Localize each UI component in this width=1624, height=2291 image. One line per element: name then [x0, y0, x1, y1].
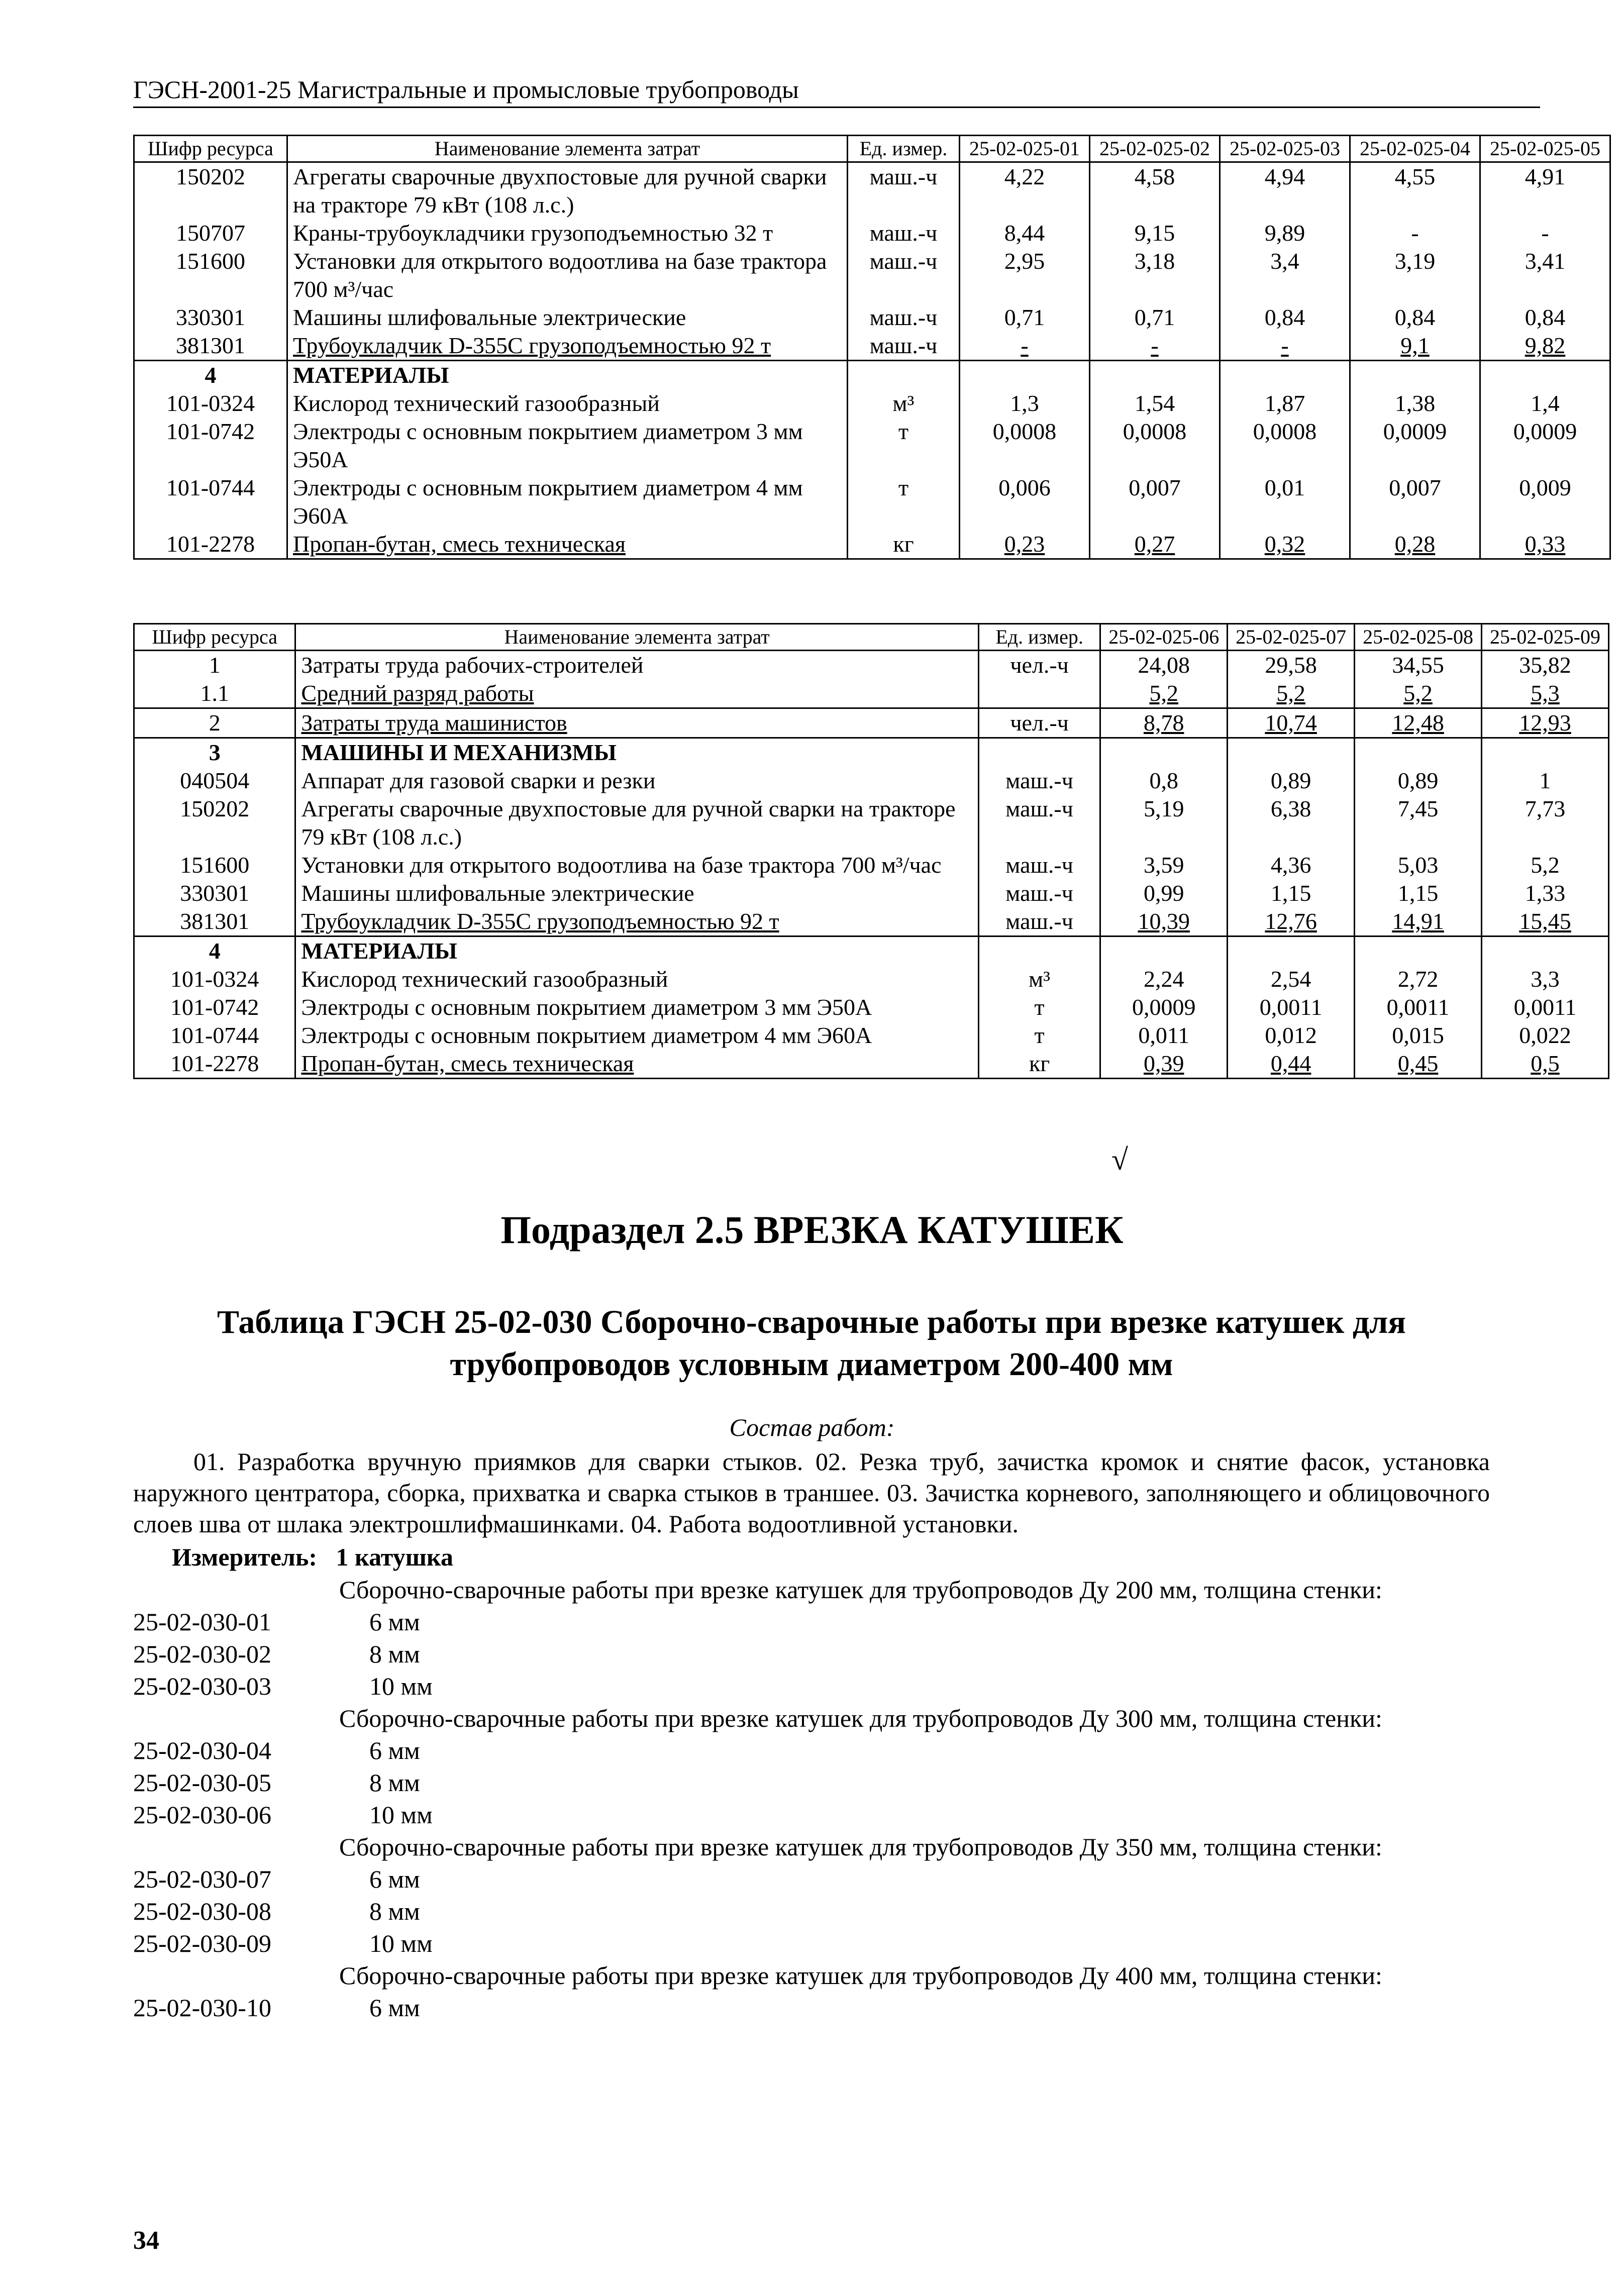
resource-code: 2 — [134, 708, 295, 738]
column-header: 25-02-025-07 — [1228, 624, 1355, 651]
column-header: 25-02-025-04 — [1350, 136, 1480, 162]
code-row — [133, 1670, 1490, 1702]
cost-element-name: Трубоукладчик D-355C грузоподъемностью 92 т — [295, 907, 978, 936]
unit: маш.-ч — [848, 219, 960, 247]
value-cell — [960, 361, 1090, 390]
value-cell: 3,41 — [1480, 247, 1610, 303]
value-cell: 0,009 — [1480, 474, 1610, 530]
resource-code: 150202 — [134, 795, 295, 851]
unit: кг — [978, 1050, 1100, 1079]
column-header: Ед. измер. — [848, 136, 960, 162]
value-cell: 0,71 — [1090, 303, 1220, 332]
table-row — [134, 389, 1610, 418]
wall-thickness: 8 мм — [369, 1640, 420, 1668]
wall-thickness: 6 мм — [369, 1608, 420, 1636]
cost-element-name: Кислород технический газообразный — [295, 965, 978, 993]
value-cell: 0,01 — [1220, 474, 1350, 530]
resource-code: 150202 — [134, 162, 287, 220]
value-cell — [1480, 361, 1610, 390]
table-row — [134, 851, 1609, 879]
resource-code: 101-2278 — [134, 1050, 295, 1079]
value-cell: 0,32 — [1220, 530, 1350, 559]
column-header: Наименование элемента затрат — [287, 136, 848, 162]
value-cell: - — [1220, 332, 1350, 361]
value-cell: 0,007 — [1090, 474, 1220, 530]
value-cell: 2,95 — [960, 247, 1090, 303]
resource-code: 101-0744 — [134, 1021, 295, 1050]
value-cell: 4,36 — [1228, 851, 1355, 879]
resource-code: 101-0742 — [134, 993, 295, 1021]
value-cell — [1355, 738, 1482, 767]
cost-element-name: Установки для открытого водоотлива на базе трактора 700 м³/час — [295, 851, 978, 879]
group-description: Сборочно-сварочные работы при врезке катушек для трубопроводов Ду 350 мм, толщина стенки: — [339, 1833, 1382, 1861]
unit — [978, 936, 1100, 966]
value-cell: 1,15 — [1355, 879, 1482, 907]
value-cell: 12,48 — [1355, 708, 1482, 738]
table-row — [134, 965, 1609, 993]
value-cell: 1,54 — [1090, 389, 1220, 418]
code-row — [133, 1992, 1490, 2024]
value-cell: 0,23 — [960, 530, 1090, 559]
table-row — [134, 361, 1610, 390]
unit: т — [978, 993, 1100, 1021]
value-cell: 2,24 — [1100, 965, 1228, 993]
work-codes-list — [133, 1574, 1490, 2024]
value-cell: 5,2 — [1100, 679, 1228, 708]
unit: маш.-ч — [848, 303, 960, 332]
value-cell: 2,72 — [1355, 965, 1482, 993]
cost-element-name: Электроды с основным покрытием диаметром 3 мм Э50А — [295, 993, 978, 1021]
unit: маш.-ч — [978, 851, 1100, 879]
unit: т — [848, 418, 960, 474]
table-row — [134, 530, 1610, 559]
table-row — [134, 907, 1609, 936]
value-cell: - — [1350, 219, 1480, 247]
table-row — [134, 708, 1609, 738]
value-cell: 10,39 — [1100, 907, 1228, 936]
value-cell: 4,55 — [1350, 162, 1480, 220]
unit: чел.-ч — [978, 708, 1100, 738]
value-cell: 24,08 — [1100, 651, 1228, 680]
table-row — [134, 219, 1610, 247]
wall-thickness: 8 мм — [369, 1897, 420, 1925]
table-row — [134, 162, 1610, 220]
value-cell: 0,8 — [1100, 767, 1228, 795]
unit: маш.-ч — [848, 332, 960, 361]
code-row — [133, 1799, 1490, 1831]
wall-thickness: 6 мм — [369, 1994, 420, 2022]
resource-code: 4 — [134, 936, 295, 966]
cost-element-name: Краны-трубоукладчики грузоподъемностью 32 т — [287, 219, 848, 247]
column-header: 25-02-025-02 — [1090, 136, 1220, 162]
value-cell: 0,011 — [1100, 1021, 1228, 1050]
column-header: Наименование элемента затрат — [295, 624, 978, 651]
value-cell: 0,012 — [1228, 1021, 1355, 1050]
resource-code: 101-0324 — [134, 965, 295, 993]
value-cell: 9,15 — [1090, 219, 1220, 247]
check-mark: √ — [1111, 1143, 1128, 1176]
value-cell: 0,71 — [960, 303, 1090, 332]
column-header: Ед. измер. — [978, 624, 1100, 651]
wall-thickness: 10 мм — [369, 1672, 433, 1700]
table-row — [134, 679, 1609, 708]
cost-element-name: Пропан-бутан, смесь техническая — [287, 530, 848, 559]
cost-element-name: Средний разряд работы — [295, 679, 978, 708]
value-cell: 0,0011 — [1482, 993, 1609, 1021]
cost-element-name: Аппарат для газовой сварки и резки — [295, 767, 978, 795]
value-cell: 0,0008 — [960, 418, 1090, 474]
value-cell: 3,59 — [1100, 851, 1228, 879]
table-body — [134, 651, 1609, 1079]
value-cell — [1228, 738, 1355, 767]
table-row — [134, 332, 1610, 361]
table-row — [134, 767, 1609, 795]
wall-thickness: 6 мм — [369, 1865, 420, 1893]
value-cell: 0,022 — [1482, 1021, 1609, 1050]
value-cell — [1355, 936, 1482, 966]
cost-element-name: Пропан-бутан, смесь техническая — [295, 1050, 978, 1079]
unit: маш.-ч — [978, 879, 1100, 907]
unit — [978, 679, 1100, 708]
value-cell: 15,45 — [1482, 907, 1609, 936]
value-cell: 5,2 — [1228, 679, 1355, 708]
wall-thickness: 10 мм — [369, 1929, 433, 1957]
composition-text: 01. Разработка вручную приямков для сварки стыков. 02. Резка труб, зачистка кромок и снятие фасок, установка наружного центратора, сборка, прихватка и сварка стыков в траншее. 03. Зачистка корневого, заполняющего и облицовочного слоев шва от шлака электрошлифмашинками. 04. Работа водоотливной установки. — [133, 1447, 1490, 1538]
value-cell — [1100, 738, 1228, 767]
value-cell: 7,45 — [1355, 795, 1482, 851]
code-row — [133, 1895, 1490, 1927]
value-cell: 0,89 — [1228, 767, 1355, 795]
value-cell: 4,94 — [1220, 162, 1350, 220]
resource-code: 101-0744 — [134, 474, 287, 530]
value-cell — [1090, 361, 1220, 390]
value-cell: 7,73 — [1482, 795, 1609, 851]
value-cell: 8,78 — [1100, 708, 1228, 738]
column-header: 25-02-025-06 — [1100, 624, 1228, 651]
table-row — [134, 936, 1609, 966]
cost-element-name: Электроды с основным покрытием диаметром 4 мм Э60А — [295, 1021, 978, 1050]
cost-element-name: Машины шлифовальные электрические — [287, 303, 848, 332]
value-cell: 29,58 — [1228, 651, 1355, 680]
table-row — [134, 651, 1609, 680]
work-code: 25-02-030-05 — [133, 1768, 271, 1797]
value-cell: 2,54 — [1228, 965, 1355, 993]
value-cell: 4,22 — [960, 162, 1090, 220]
wall-thickness: 10 мм — [369, 1801, 433, 1829]
unit: маш.-ч — [978, 795, 1100, 851]
value-cell — [1220, 361, 1350, 390]
value-cell: 0,89 — [1355, 767, 1482, 795]
value-cell: 3,4 — [1220, 247, 1350, 303]
table-row — [134, 879, 1609, 907]
value-cell: 1 — [1482, 767, 1609, 795]
value-cell: 9,89 — [1220, 219, 1350, 247]
value-cell: 10,74 — [1228, 708, 1355, 738]
column-header: 25-02-025-01 — [960, 136, 1090, 162]
value-cell: 9,82 — [1480, 332, 1610, 361]
resource-code: 4 — [134, 361, 287, 390]
unit: м³ — [978, 965, 1100, 993]
table-row — [134, 795, 1609, 851]
value-cell: 5,2 — [1355, 679, 1482, 708]
cost-element-name: Машины шлифовальные электрические — [295, 879, 978, 907]
value-cell: 3,19 — [1350, 247, 1480, 303]
unit: т — [848, 474, 960, 530]
work-code: 25-02-030-03 — [133, 1672, 271, 1700]
column-header: 25-02-025-08 — [1355, 624, 1482, 651]
resource-code: 381301 — [134, 907, 295, 936]
value-cell: 5,2 — [1482, 851, 1609, 879]
cost-element-name: Агрегаты сварочные двухпостовые для ручной сварки на тракторе 79 кВт (108 л.с.) — [295, 795, 978, 851]
group-description: Сборочно-сварочные работы при врезке катушек для трубопроводов Ду 300 мм, толщина стенки: — [339, 1704, 1382, 1732]
resource-code: 3 — [134, 738, 295, 767]
table-body — [134, 162, 1610, 559]
unit: чел.-ч — [978, 651, 1100, 680]
unit: м³ — [848, 389, 960, 418]
resource-code: 330301 — [134, 879, 295, 907]
work-code: 25-02-030-07 — [133, 1865, 271, 1893]
table-title: Таблица ГЭСН 25-02-030 Сборочно-сварочные работы при врезке катушек для трубопроводов условным диаметром 200-400 мм — [217, 1304, 1406, 1383]
resource-code: 151600 — [134, 247, 287, 303]
cost-element-name: Затраты труда машинистов — [295, 708, 978, 738]
value-cell: 12,93 — [1482, 708, 1609, 738]
value-cell: 0,007 — [1350, 474, 1480, 530]
value-cell: 0,99 — [1100, 879, 1228, 907]
code-row — [133, 1638, 1490, 1670]
value-cell: 6,38 — [1228, 795, 1355, 851]
value-cell — [1350, 361, 1480, 390]
value-cell: 1,4 — [1480, 389, 1610, 418]
value-cell: 3,18 — [1090, 247, 1220, 303]
code-row — [133, 1863, 1490, 1895]
unit: маш.-ч — [978, 907, 1100, 936]
value-cell: 0,84 — [1480, 303, 1610, 332]
value-cell: 0,84 — [1220, 303, 1350, 332]
code-row — [133, 1766, 1490, 1799]
unit — [848, 361, 960, 390]
resource-code: 101-0324 — [134, 389, 287, 418]
value-cell: 0,0008 — [1090, 418, 1220, 474]
code-row — [133, 1734, 1490, 1766]
table-row — [134, 303, 1610, 332]
resource-code: 330301 — [134, 303, 287, 332]
value-cell: 4,58 — [1090, 162, 1220, 220]
resource-code: 381301 — [134, 332, 287, 361]
value-cell: - — [960, 332, 1090, 361]
unit: кг — [848, 530, 960, 559]
column-header: Шифр ресурса — [134, 136, 287, 162]
value-cell: 0,5 — [1482, 1050, 1609, 1079]
unit: т — [978, 1021, 1100, 1050]
column-header: 25-02-025-05 — [1480, 136, 1610, 162]
value-cell: 1,33 — [1482, 879, 1609, 907]
value-cell: 0,0011 — [1355, 993, 1482, 1021]
table-row — [134, 474, 1610, 530]
value-cell: 0,44 — [1228, 1050, 1355, 1079]
unit: маш.-ч — [848, 162, 960, 220]
table-row — [134, 1021, 1609, 1050]
value-cell: 5,19 — [1100, 795, 1228, 851]
table-row — [134, 247, 1610, 303]
table-header-row — [134, 136, 1610, 162]
value-cell: 34,55 — [1355, 651, 1482, 680]
code-row — [133, 1606, 1490, 1638]
cost-element-name: Кислород технический газообразный — [287, 389, 848, 418]
value-cell: - — [1090, 332, 1220, 361]
running-header: ГЭСН-2001-25 Магистральные и промысловые трубопроводы — [133, 74, 1540, 108]
table-row — [134, 418, 1610, 474]
value-cell: 3,3 — [1482, 965, 1609, 993]
value-cell: 0,0009 — [1350, 418, 1480, 474]
value-cell: 12,76 — [1228, 907, 1355, 936]
value-cell: 35,82 — [1482, 651, 1609, 680]
value-cell: 0,45 — [1355, 1050, 1482, 1079]
value-cell: 5,3 — [1482, 679, 1609, 708]
column-header: Шифр ресурса — [134, 624, 295, 651]
resource-code: 151600 — [134, 851, 295, 879]
code-row — [133, 1927, 1490, 1959]
cost-element-name: Установки для открытого водоотлива на базе трактора 700 м³/час — [287, 247, 848, 303]
resource-table-1 — [133, 135, 1611, 560]
unit — [978, 738, 1100, 767]
value-cell: 0,0009 — [1480, 418, 1610, 474]
value-cell: - — [1480, 219, 1610, 247]
cost-element-name: МАТЕРИАЛЫ — [287, 361, 848, 390]
value-cell: 0,006 — [960, 474, 1090, 530]
work-code: 25-02-030-08 — [133, 1897, 271, 1925]
work-code: 25-02-030-06 — [133, 1801, 271, 1829]
value-cell: 1,3 — [960, 389, 1090, 418]
value-cell: 0,84 — [1350, 303, 1480, 332]
value-cell: 0,28 — [1350, 530, 1480, 559]
value-cell: 14,91 — [1355, 907, 1482, 936]
unit: маш.-ч — [978, 767, 1100, 795]
value-cell: 0,0008 — [1220, 418, 1350, 474]
cost-element-name: МАШИНЫ И МЕХАНИЗМЫ — [295, 738, 978, 767]
value-cell: 0,015 — [1355, 1021, 1482, 1050]
value-cell: 4,91 — [1480, 162, 1610, 220]
value-cell: 0,27 — [1090, 530, 1220, 559]
value-cell: 0,0011 — [1228, 993, 1355, 1021]
table-row — [134, 738, 1609, 767]
resource-code: 040504 — [134, 767, 295, 795]
work-code: 25-02-030-02 — [133, 1640, 271, 1668]
resource-code: 101-2278 — [134, 530, 287, 559]
work-code: 25-02-030-01 — [133, 1608, 271, 1636]
group-description: Сборочно-сварочные работы при врезке катушек для трубопроводов Ду 400 мм, толщина стенки: — [339, 1961, 1382, 1990]
value-cell — [1228, 936, 1355, 966]
value-cell: 0,39 — [1100, 1050, 1228, 1079]
table-row — [134, 993, 1609, 1021]
cost-element-name: Электроды с основным покрытием диаметром 4 мм Э60А — [287, 474, 848, 530]
cost-element-name: МАТЕРИАЛЫ — [295, 936, 978, 966]
measure-unit: Измеритель: 1 катушка — [172, 1543, 453, 1571]
value-cell: 5,03 — [1355, 851, 1482, 879]
wall-thickness: 8 мм — [369, 1768, 420, 1797]
group-description: Сборочно-сварочные работы при врезке катушек для трубопроводов Ду 200 мм, толщина стенки: — [339, 1576, 1382, 1604]
value-cell: 1,15 — [1228, 879, 1355, 907]
value-cell: 8,44 — [960, 219, 1090, 247]
value-cell — [1482, 738, 1609, 767]
resource-code: 1 — [134, 651, 295, 680]
table-header-row — [134, 624, 1609, 651]
cost-element-name: Агрегаты сварочные двухпостовые для ручной сварки на тракторе 79 кВт (108 л.с.) — [287, 162, 848, 220]
resource-table-2 — [133, 623, 1609, 1079]
cost-element-name: Трубоукладчик D-355C грузоподъемностью 92 т — [287, 332, 848, 361]
value-cell: 1,38 — [1350, 389, 1480, 418]
table-row — [134, 1050, 1609, 1079]
subsection-title: Подраздел 2.5 ВРЕЗКА КАТУШЕК — [500, 1208, 1124, 1252]
resource-code: 101-0742 — [134, 418, 287, 474]
value-cell — [1482, 936, 1609, 966]
wall-thickness: 6 мм — [369, 1736, 420, 1764]
cost-element-name: Затраты труда рабочих-строителей — [295, 651, 978, 680]
value-cell: 9,1 — [1350, 332, 1480, 361]
page-number: 34 — [133, 2226, 159, 2255]
value-cell — [1100, 936, 1228, 966]
cost-element-name: Электроды с основным покрытием диаметром 3 мм Э50А — [287, 418, 848, 474]
work-code: 25-02-030-09 — [133, 1929, 271, 1957]
composition-title: Состав работ: — [729, 1413, 895, 1441]
column-header: 25-02-025-09 — [1482, 624, 1609, 651]
work-code: 25-02-030-10 — [133, 1994, 271, 2022]
resource-code: 1.1 — [134, 679, 295, 708]
value-cell: 0,0009 — [1100, 993, 1228, 1021]
value-cell: 1,87 — [1220, 389, 1350, 418]
resource-code: 150707 — [134, 219, 287, 247]
unit: маш.-ч — [848, 247, 960, 303]
column-header: 25-02-025-03 — [1220, 136, 1350, 162]
value-cell: 0,33 — [1480, 530, 1610, 559]
work-code: 25-02-030-04 — [133, 1736, 271, 1764]
